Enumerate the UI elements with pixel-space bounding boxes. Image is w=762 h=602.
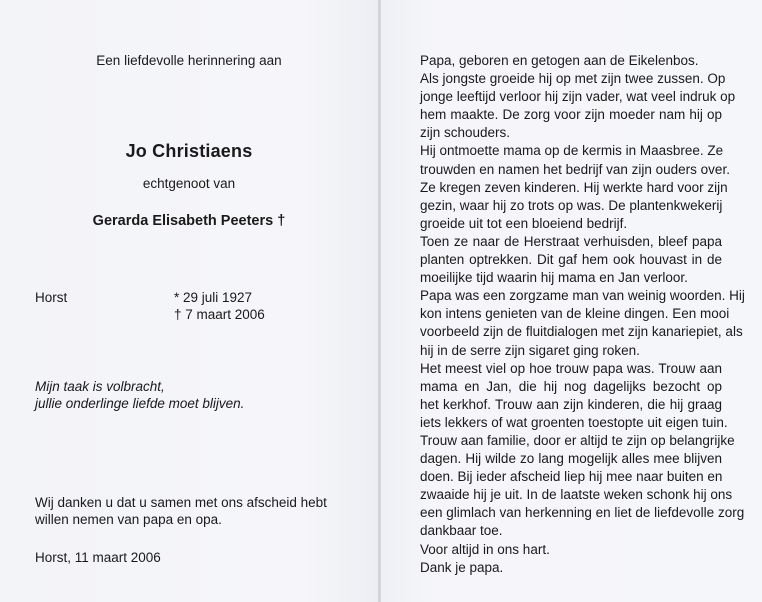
biography-line: Dank je papa. (420, 559, 504, 575)
biography-line: zijn schouders. (420, 125, 511, 141)
biography-line: Toen ze naar de Herstraat verhuisden, bleef papa (420, 233, 722, 249)
thanks-text (35, 494, 327, 528)
thanks-line: Wij danken u dat u samen met ons afscheid hebt (35, 495, 327, 510)
biography-line: planten optrekken. Dit gaf hem ook houvast in de (420, 252, 722, 268)
biography-line: hij in de serre zijn sigaret ging roken. (420, 342, 640, 358)
thanks-line: willen nemen van papa en opa. (35, 512, 222, 527)
biography-line: iets lekkers of wat groenten toestopte uit eigen tuin. (420, 414, 728, 430)
memorial-quote (35, 378, 244, 412)
biography-line: Het meest viel op hoe trouw papa was. Trouw aan (420, 360, 722, 376)
biography-line: Trouw aan familie, door er altijd te zijn op belangrijke (420, 432, 735, 448)
intro-text: Een liefdevolle herinnering aan (96, 53, 282, 68)
left-panel (0, 0, 378, 602)
biography-line: Papa, geboren en getogen aan de Eikelenbos. (420, 53, 699, 68)
biography-line: Papa was een zorgzame man van weinig woorden. Hij (420, 288, 745, 304)
biography-line: Voor altijd in ons hart. (420, 541, 550, 557)
biography-line: trouwden en namen het bedrijf van zijn ouders over. (420, 161, 730, 177)
biography-line: voorbeeld zijn de fluitdialogen met zijn kanariepiet, als (420, 324, 743, 340)
biography-line: een glimlach van herkenning en liet de liefdevolle zorg (420, 505, 745, 521)
biography-line: kon intens genieten van de kleine dingen. Een mooi (420, 306, 730, 322)
deceased-name: Jo Christiaens (125, 141, 253, 161)
death-date: † 7 maart 2006 (174, 307, 265, 322)
biography-line: groeide uit tot een bloeiend bedrijf. (420, 215, 628, 231)
biography-line: dagen. Hij wilde zo lang mogelijk alles mee blijven (420, 451, 722, 467)
biography-line: het kerkhof. Trouw aan zijn kinderen, die hij graag (420, 396, 722, 412)
biography-line: Hij ontmoette mama op de kermis in Maasbree. Ze (420, 143, 724, 159)
biography-line: jonge leeftijd verloor hij zijn vader, wat veel indruk op (420, 89, 736, 105)
card-date: Horst, 11 maart 2006 (35, 550, 161, 565)
biography-line: mama en Jan, die hij nog dagelijks bezocht op (420, 378, 722, 394)
biography-line: zwaaide hij je uit. In de laatste weken schonk hij ons (420, 487, 733, 503)
biography-text (420, 52, 745, 577)
biography-line: doen. Bij ieder afscheid liep hij mee naar buiten en (420, 469, 723, 485)
biography-line: hem maakte. De zorg voor zijn moeder nam hij op (420, 107, 722, 123)
biography-line: Als jongste groeide hij op met zijn twee zussen. Op (420, 71, 726, 87)
biography-line: Ze kregen zeven kinderen. Hij werkte hard voor zijn (420, 179, 728, 195)
quote-line: Mijn taak is volbracht, (35, 379, 165, 394)
biography-line: moeilijke tijd waarin hij mama en Jan verloor. (420, 270, 688, 286)
biography-line: dankbaar toe. (420, 523, 503, 539)
spouse-of-label: echtgenoot van (142, 176, 236, 191)
place-of-residence: Horst (35, 290, 68, 305)
birth-date: * 29 juli 1927 (174, 290, 253, 305)
biography-line: gezin, waar hij zo trots op was. De plantenkwekerij (420, 197, 723, 213)
spouse-name: Gerarda Elisabeth Peeters † (92, 213, 286, 229)
quote-line: jullie onderlinge liefde moet blijven. (35, 396, 245, 411)
